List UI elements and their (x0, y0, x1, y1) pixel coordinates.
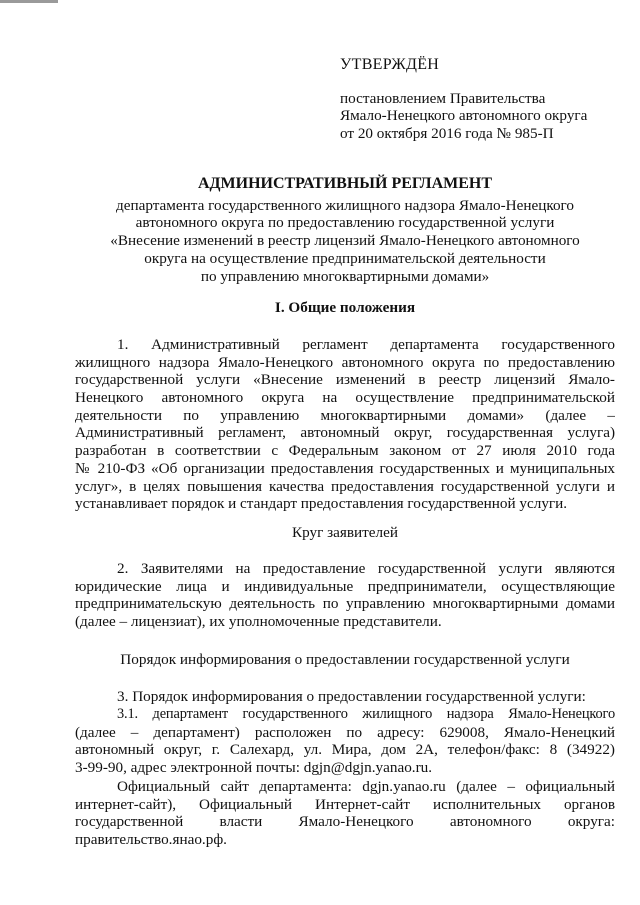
text-line: Ненецкого автономного округа на осуществление предпринимательской (75, 389, 615, 407)
text-line: услуг», в целях повышения качества предоставления государственной услуги и (75, 477, 615, 495)
text-line: Официальный сайт департамента: dgjn.yanao.ru (далее – официальный (117, 778, 615, 795)
text-line: деятельности по управлению многоквартирными домами» (далее – (75, 406, 615, 424)
section-heading-general: I. Общие положения (274, 299, 416, 316)
paragraph-1 (75, 336, 615, 513)
title-block (75, 175, 615, 285)
paragraph-4 (75, 778, 615, 849)
approval-heading: УТВЕРЖДЁН (340, 56, 440, 73)
text-line: (далее – лицензиат), их уполномоченные представители. (75, 613, 442, 631)
text-line: Административный регламент, автономный округ, государственная услуга) (75, 424, 615, 442)
approval-line: постановлением Правительства (340, 89, 546, 107)
text-line: 2. Заявителями на предоставление государственной услуги являются (117, 560, 615, 577)
text-line: предпринимательскую деятельность по управлению многоквартирными домами (75, 595, 615, 613)
paragraph-2 (75, 560, 615, 631)
scan-artifact (0, 0, 58, 3)
text-line: 3.1. департамент государственного жилищного надзора Ямало-Ненецкого (117, 706, 615, 722)
text-line: государственной власти Ямало-Ненецкого автономного округа: (75, 813, 615, 831)
text-line: 1. Административный регламент департамента государственного (117, 336, 615, 353)
approval-line: от 20 октября 2016 года № 985-П (340, 125, 554, 143)
text-line: устанавливает порядок и стандарт предоставления государственной услуги. (75, 495, 568, 513)
text-line: интернет-сайт), Официальный Интернет-сайт исполнительных органов (75, 795, 615, 813)
title-line: округа на осуществление предпринимательской деятельности (144, 249, 546, 267)
text-line: (далее – департамент) расположен по адресу: 629008, Ямало-Ненецкий (75, 723, 615, 741)
title-line: «Внесение изменений в реестр лицензий Ямало-Ненецкого автономного (110, 232, 580, 250)
document-title: АДМИНИСТРАТИВНЫЙ РЕГЛАМЕНТ (197, 175, 493, 192)
title-line: автономного округа по предоставлению государственной услуги (135, 214, 555, 232)
text-line: № 210-ФЗ «Об организации предоставления государственных и муниципальных (75, 459, 615, 477)
title-line: по управлению многоквартирными домами» (200, 267, 490, 285)
approval-line: Ямало-Ненецкого автономного округа (340, 107, 588, 125)
paragraph-3-1 (75, 706, 615, 777)
paragraph-3 (75, 688, 615, 706)
text-line: автономный округ, г. Салехард, ул. Мира, дом 2А, телефон/факс: 8 (34922) (75, 741, 615, 759)
text-line: разработан в соответствии с Федеральным законом от 27 июля 2010 года (75, 442, 615, 460)
text-line: 3-99-90, адрес электронной почты: dgjn@dgjn.yanao.ru. (75, 759, 433, 777)
text-line: 3. Порядок информирования о предоставлении государственной услуги: (117, 688, 586, 705)
section-heading-informing: Порядок информирования о предоставлении государственной услуги (120, 651, 570, 668)
approval-stamp (340, 56, 610, 143)
section-heading-applicants: Круг заявителей (292, 524, 398, 541)
text-line: государственной услуги «Внесение изменений в реестр лицензий Ямало- (75, 371, 615, 389)
title-line: департамента государственного жилищного надзора Ямало-Ненецкого (116, 196, 574, 214)
text-line: жилищного надзора Ямало-Ненецкого автономного округа по предоставлению (75, 353, 615, 371)
text-line: правительство.янао.рф. (75, 831, 227, 849)
text-line: юридические лица и индивидуальные предприниматели, осуществляющие (75, 577, 615, 595)
